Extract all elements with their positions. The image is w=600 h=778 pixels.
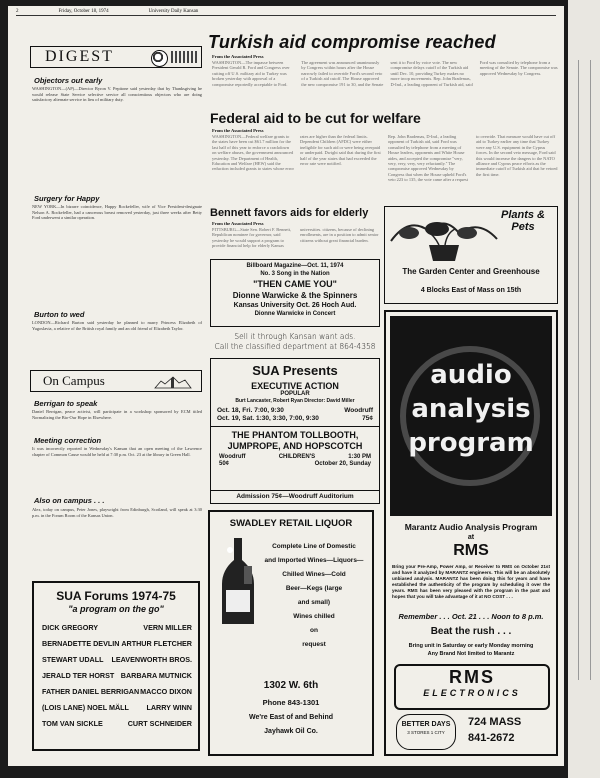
welfare-story-body bbox=[212, 134, 382, 200]
liquor-line-2: and Imported Wines—Liquors— bbox=[264, 557, 364, 564]
sua-event2-series: CHILDREN'S bbox=[278, 454, 316, 460]
slogan2: 3 STORES 1 CITY bbox=[407, 730, 445, 735]
page-number: 2 bbox=[16, 9, 19, 14]
campus-story-2 bbox=[32, 446, 202, 478]
forums-speaker: CURT SCHNEIDER bbox=[127, 719, 192, 728]
digest-story-3 bbox=[32, 320, 202, 364]
forums-speaker: LEAVENWORTH BROS. bbox=[111, 655, 192, 664]
billboard-ad bbox=[210, 259, 380, 327]
paper-name: University Daily Kansan bbox=[148, 9, 199, 14]
forums-subtitle: "a program on the go" bbox=[68, 604, 164, 614]
globe-icon bbox=[151, 50, 168, 67]
liquor-line-7: on bbox=[310, 627, 318, 634]
digest-story-1 bbox=[32, 86, 202, 188]
lead-story-text: WASHINGTON—The impasse between President Gerald R. Ford and Congress over cutting off U.S. military aid to Turkey was broken yesterday with approval of a compromise reportedly acceptable to Ford. The agreement was announced unanimously by Congress within hours after the House narrowly failed to override Ford's second veto of a Turkish aid cutoff. The House approved the new compromise 191 to 30, and the Senate sent it to Ford by voice vote. The new compromise delays cutoff of the Turkish aid until Dec. 10, providing Turkey makes no more troop movements. Rep. John Brademas, D-Ind., a leading opponent of Turkish aid, said Ford was consulted by telephone from a meeting of the Senate. The compromise was approved Wednesday by Congress. bbox=[212, 60, 558, 87]
sua-show2-price: 75¢ bbox=[362, 415, 373, 422]
forums-title: SUA Forums 1974-75 bbox=[56, 589, 176, 603]
campus-heading-2: Meeting correction bbox=[34, 436, 102, 445]
sua-forums-ad bbox=[32, 581, 200, 751]
elderly-story-body bbox=[212, 227, 382, 257]
classified-line-2: Call the classified department at 864-4358 bbox=[214, 342, 376, 351]
wine-bottle-icon bbox=[218, 536, 258, 628]
sua-show1-loc: Woodruff bbox=[344, 407, 373, 414]
sua-event2-title: THE PHANTOM TOLLBOOTH, JUMPROPE, AND HOPSCOTCH bbox=[227, 430, 363, 451]
forums-speaker: FATHER DANIEL BERRIGAN bbox=[42, 687, 140, 696]
sua-event2-row2 bbox=[219, 461, 371, 467]
lead-credit: From the Associated Press bbox=[212, 54, 264, 59]
forums-speaker: JERALD TER HORST bbox=[42, 671, 115, 680]
plants-location: 4 Blocks East of Mass on 15th bbox=[420, 287, 522, 294]
forums-row bbox=[42, 652, 192, 668]
campus-story-3-text: Alex, today on campus, Peter Jones, playwright from Edinburgh, Scotland, will speak at 3:30 p.m. in the Forum Room of the Kansas Union. bbox=[32, 507, 202, 518]
forums-speaker: BERNADETTE DEVLIN bbox=[42, 639, 120, 648]
campus-story-3 bbox=[32, 507, 202, 577]
elderly-credit: From the Associated Press bbox=[212, 221, 264, 226]
right-column-text: Rep. John Brademas, D-Ind., a leading opponent of Turkish aid, said Ford was consulted by telephone from a meeting of House leaders, opponents and White House aides, and accepted the compromise "very, very, very, very, very reluctantly." The compromise approved Wednesday by Congress that when the House upheld Ford's veto 223 to 135, the vote came after a request to override. That measure would have cut off aid to Turkey earlier any time that Turkey were any U.S. equipment in the Cyprus forces. In the second veto message, Ford said this would increase the dangers to the NATO alliance and Cyprus peace efforts as the immediate cutoff of Turkish aid that he vetoed the first time. bbox=[388, 134, 558, 183]
digest-heading-2: Surgery for Happy bbox=[34, 194, 100, 203]
sua-event1-sub: POPULAR bbox=[280, 391, 310, 397]
liquor-line-5: and small) bbox=[297, 599, 331, 606]
better-days-badge bbox=[396, 714, 456, 750]
marantz-note-1: Bring unit in Saturday or early Monday morning bbox=[408, 643, 534, 649]
campanile-icon bbox=[153, 375, 193, 389]
liquor-line-4: Beer—Kegs (large bbox=[285, 585, 343, 592]
slogan: BETTER DAYS bbox=[401, 721, 451, 728]
on-campus-banner bbox=[30, 370, 202, 392]
billboard-rank: No. 3 Song in the Nation bbox=[260, 271, 330, 277]
liquor-phone: Phone 843-1301 bbox=[262, 698, 320, 707]
rms-logo bbox=[394, 664, 550, 710]
digest-heading-1: Objectors out early bbox=[34, 76, 103, 85]
sua-show2: Oct. 19, Sat. 1:30, 3:30, 7:00, 9:30 bbox=[217, 415, 319, 422]
dateline-graphic bbox=[171, 51, 199, 63]
billboard-artists: Dionne Warwicke & the Spinners bbox=[232, 291, 358, 300]
liquor-ad bbox=[208, 510, 374, 756]
on-campus-title: On Campus bbox=[43, 373, 105, 388]
forums-speaker: (LOIS LANE) NOEL MÄLL bbox=[42, 703, 129, 712]
art-line-3: program bbox=[408, 428, 534, 458]
digest-title: DIGEST bbox=[45, 48, 114, 65]
campus-story-1 bbox=[32, 409, 202, 435]
sua-event2-loc: Woodruff bbox=[219, 454, 246, 460]
sua-event2-row1 bbox=[219, 454, 371, 460]
forums-speaker: MACCO DIXON bbox=[140, 687, 192, 696]
lead-headline: Turkish aid compromise reached bbox=[208, 32, 496, 52]
liquor-line-6: Wines chilled bbox=[293, 613, 335, 620]
liquor-lines bbox=[258, 540, 370, 652]
campus-heading-1: Berrigan to speak bbox=[34, 399, 98, 408]
elderly-headline: Bennett favors aids for elderly bbox=[210, 207, 369, 219]
sua-admission: Admission 75¢—Woodruff Auditorium bbox=[211, 490, 379, 503]
audio-art-text bbox=[390, 358, 552, 460]
digest-story-1-text: WASHINGTON—(AP)—Director Byron V. Pepitone said yesterday that by Thanksgiving he would release State Service selective service all conscientious objectors who are doing satisfactory alternate service in lieu of military duty. bbox=[32, 86, 202, 103]
digest-story-2 bbox=[32, 204, 202, 308]
forums-row bbox=[42, 668, 192, 684]
liquor-title: SWADLEY RETAIL LIQUOR bbox=[229, 518, 353, 529]
sua-title: SUA Presents bbox=[252, 363, 338, 378]
liquor-line-8: request bbox=[302, 641, 326, 648]
campus-heading-3: Also on campus . . . bbox=[34, 496, 105, 505]
liquor-line-1: Complete Line of Domestic bbox=[272, 543, 356, 550]
sua-event2-price: 50¢ bbox=[219, 461, 230, 467]
digest-story-3-text: LONDON—Richard Burton said yesterday he planned to marry Princess Elizabeth of Yugoslavia, a relative of the British royal family and an old friend of Elizabeth Taylor. bbox=[32, 320, 202, 331]
sua-cast: Burt Lancaster, Robert Ryan Director: David Miller bbox=[235, 398, 355, 404]
rms-logo-text: RMS bbox=[449, 667, 495, 687]
sua-event2-time: 1:30 PM bbox=[348, 454, 371, 460]
plant-illustration-icon bbox=[389, 211, 499, 263]
sua-show2-row bbox=[217, 415, 373, 422]
forums-speaker: TOM VAN SICKLE bbox=[42, 719, 103, 728]
classified-note bbox=[210, 332, 380, 352]
billboard-song: "THEN CAME YOU" bbox=[253, 279, 337, 289]
billboard-title: Billboard Magazine—Oct. 11, 1974 bbox=[246, 263, 344, 269]
page-folio bbox=[16, 9, 556, 16]
marantz-at: at bbox=[467, 534, 475, 541]
art-line-1: audio bbox=[430, 360, 512, 390]
forums-row bbox=[42, 716, 192, 732]
rms-logo-sub: ELECTRONICS bbox=[423, 688, 521, 698]
sua-event1-title: EXECUTIVE ACTION bbox=[251, 381, 339, 391]
forums-row bbox=[42, 700, 192, 716]
liquor-address: 1302 W. 6th bbox=[263, 680, 319, 691]
forums-speaker: DICK GREGORY bbox=[42, 623, 99, 632]
forums-row bbox=[42, 684, 192, 700]
liquor-line-3: Chilled Wines—Cold bbox=[282, 571, 346, 578]
plants-title: Plants & Pets bbox=[500, 209, 545, 233]
plants-name: The Garden Center and Greenhouse bbox=[402, 267, 540, 276]
sua-show1-row bbox=[217, 407, 373, 414]
marantz-headline: Marantz Audio Analysis Program bbox=[404, 522, 538, 532]
marantz-store: RMS bbox=[453, 542, 489, 559]
forums-speaker: ARTHUR FLETCHER bbox=[121, 639, 192, 648]
welfare-credit: From the Associated Press bbox=[212, 128, 264, 133]
page-date: Friday, October 18, 1974 bbox=[58, 9, 109, 14]
digest-banner bbox=[30, 46, 202, 68]
liquor-tagline: We're East of and Behind bbox=[249, 714, 333, 721]
lead-story-body bbox=[212, 60, 562, 104]
forums-speaker: VERN MILLER bbox=[143, 623, 192, 632]
marantz-body: Bring your Pre-Amp, Power Amp, or Receiver to RMS on October 21st and have it analyzed by MARANTZ engineers. This will be an absolutely unbiased analysis. MARANTZ has been doing this for years and have established the authenticity of the program by scheduling it over the years. RMS has been very pleased with the program in the past and hopes that you will take advantage of it at NO COST . . . bbox=[392, 564, 550, 599]
marantz-notes bbox=[386, 642, 556, 658]
welfare-story-text: WASHINGTON—Federal welfare grants to the states have been cut $61.7 million for the last half of this year to enforce a crackdown on welfare abuses, the government announced yesterday. The Department of Health, Education and Welfare (HEW) said the reduction included grants to states whose error rates are higher than the federal limits. Dependent Children (AFDC) were either ineligible for such aid or were being overpaid or underpaid. Dwight said that during the first half of the year states that had exceeded the error rate were notified. bbox=[212, 134, 381, 172]
audio-art-panel bbox=[390, 316, 552, 516]
campus-story-2-text: It was incorrectly reported in Wednesday's Kansan that an open meeting of the Lawrence chapter of Common Cause would be held at 7:30 p.m. Oct. 23 at the library in Green Hall. bbox=[32, 446, 202, 457]
liquor-tagline2: Jayhawk Oil Co. bbox=[264, 728, 318, 735]
rms-address: 724 MASS bbox=[468, 716, 522, 728]
sua-event2-date: October 20, Sunday bbox=[314, 461, 371, 467]
newspaper-page bbox=[8, 6, 564, 766]
campus-story-1-text: Daniel Berrigan, peace activist, will participate in a workshop sponsored by ECM titled Normalizing the Bio-Our Hope in Elsewhere. bbox=[32, 409, 202, 420]
marantz-rush: Beat the rush . . . bbox=[430, 626, 512, 637]
rms-phone: 841-2672 bbox=[468, 732, 515, 744]
marantz-ad bbox=[384, 310, 558, 756]
plants-pets-ad bbox=[384, 206, 558, 304]
marantz-note-2: Any Brand Not limited to Marantz bbox=[427, 651, 515, 657]
forums-row bbox=[42, 636, 192, 652]
marantz-remember: Remember . . . Oct. 21 . . . Noon to 8 p.m. bbox=[398, 612, 544, 621]
classified-line-1: Sell it through Kansan want ads. bbox=[234, 332, 356, 341]
digest-heading-3: Burton to wed bbox=[34, 310, 85, 319]
elderly-story-text: PITTSBURG—State Sen. Robert F. Bennett, Republican nominee for governor, said yesterday he would support a program to provide financial help for elderly Kansas universities. citizens, because of declining enrollments, are in a position to admit senior citizens without great financial burden. bbox=[212, 227, 379, 249]
forums-speaker: STEWART UDALL bbox=[42, 655, 104, 664]
forums-speaker: LARRY WINN bbox=[146, 703, 192, 712]
forums-row bbox=[42, 620, 192, 636]
sua-show1: Oct. 18, Fri. 7:00, 9:30 bbox=[217, 407, 284, 414]
billboard-venue: Kansas University Oct. 26 Hoch Aud. bbox=[233, 302, 357, 309]
forums-speaker: BARBARA MUTNICK bbox=[120, 671, 192, 680]
art-line-2: analysis bbox=[411, 394, 531, 424]
adjacent-page-strip bbox=[568, 0, 600, 778]
right-column-body bbox=[388, 134, 558, 200]
sua-presents-ad bbox=[210, 358, 380, 504]
forums-speaker-list bbox=[42, 620, 192, 732]
digest-story-2-text: NEW YORK—In bizarre coincidence, Happy Rockefeller, wife of Vice President-designate Nelson A. Rockefeller, had a cancerous breast removed yesterday, just three weeks after Betty Ford underwent a similar operation. bbox=[32, 204, 202, 221]
welfare-headline: Federal aid to be cut for welfare bbox=[210, 110, 421, 126]
billboard-footer: Dionne Warwicke in Concert bbox=[254, 311, 336, 317]
